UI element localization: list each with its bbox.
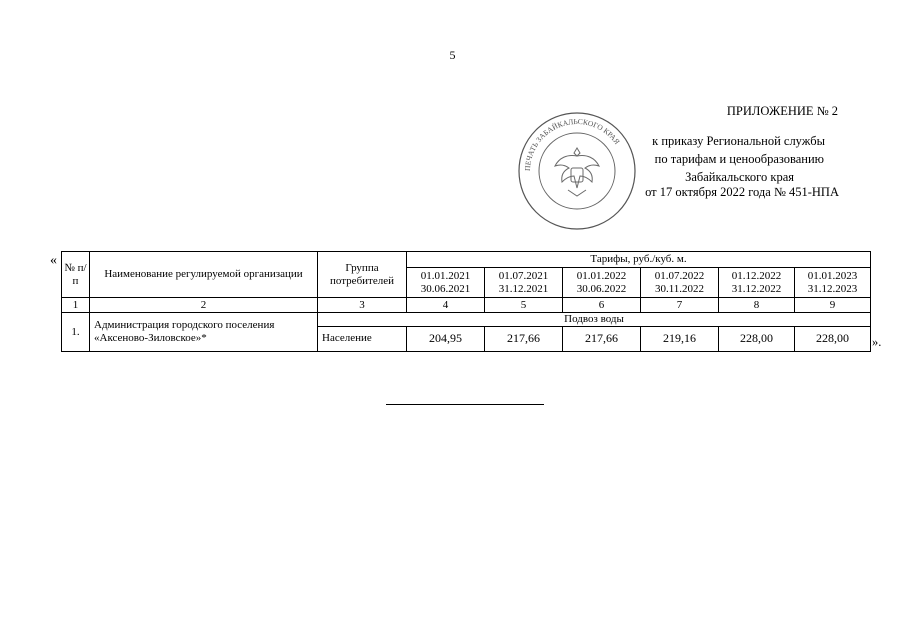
period-from: 01.07.2022 xyxy=(654,270,705,282)
column-index: 9 xyxy=(795,298,871,313)
consumer-group: Население xyxy=(318,326,407,351)
tariff-value: 204,95 xyxy=(407,326,485,351)
stamp-text: ПЕЧАТЬ ЗАБАЙКАЛЬСКОГО КРАЯ xyxy=(522,116,622,172)
tariff-value: 217,66 xyxy=(563,326,641,351)
appendix-line: к приказу Региональной службы xyxy=(652,134,825,148)
period-from: 01.01.2022 xyxy=(576,270,627,282)
tariff-value: 228,00 xyxy=(795,326,871,351)
period-to: 31.12.2021 xyxy=(498,282,549,295)
column-index: 4 xyxy=(407,298,485,313)
period-to: 31.12.2022 xyxy=(731,282,782,295)
column-index: 7 xyxy=(641,298,719,313)
column-index: 2 xyxy=(90,298,318,313)
header-organization: Наименование регулируемой организации xyxy=(90,252,318,298)
period-header xyxy=(795,268,871,298)
service-name: Подвоз воды xyxy=(318,313,871,327)
column-index: 6 xyxy=(563,298,641,313)
period-to: 30.11.2022 xyxy=(654,282,705,295)
period-from: 01.01.2021 xyxy=(420,270,471,282)
period-from: 01.01.2023 xyxy=(807,270,858,282)
tariff-table xyxy=(61,251,871,352)
column-index: 8 xyxy=(719,298,795,313)
period-header xyxy=(563,268,641,298)
period-header xyxy=(641,268,719,298)
period-header xyxy=(407,268,485,298)
period-from: 01.07.2021 xyxy=(498,270,549,282)
tariff-value: 217,66 xyxy=(485,326,563,351)
separator-line xyxy=(386,404,544,405)
header-number: № п/п xyxy=(62,252,90,298)
column-index: 5 xyxy=(485,298,563,313)
row-number: 1. xyxy=(62,313,90,352)
period-to: 30.06.2022 xyxy=(576,282,627,295)
column-index: 3 xyxy=(318,298,407,313)
period-header xyxy=(719,268,795,298)
tariff-value: 219,16 xyxy=(641,326,719,351)
header-tariffs: Тарифы, руб./куб. м. xyxy=(407,252,871,268)
tariff-value: 228,00 xyxy=(719,326,795,351)
header-consumer-group: Группа потребителей xyxy=(318,252,407,298)
organization-name: Администрация городского поселения «Аксеново-Зиловское»* xyxy=(90,313,318,352)
period-to: 31.12.2023 xyxy=(807,282,858,295)
page-number: 5 xyxy=(449,48,456,62)
appendix-line: от 17 октября 2022 года № 451-НПА xyxy=(645,185,839,199)
appendix-line: по тарифам и ценообразованию xyxy=(654,152,824,166)
closing-quote: ». xyxy=(872,335,882,349)
column-index: 1 xyxy=(62,298,90,313)
period-to: 30.06.2021 xyxy=(420,282,471,295)
opening-quote: « xyxy=(50,253,57,268)
period-header xyxy=(485,268,563,298)
coat-of-arms-icon xyxy=(555,148,599,196)
period-from: 01.12.2022 xyxy=(731,270,782,282)
official-stamp-seal xyxy=(516,110,638,232)
appendix-line: Забайкальского края xyxy=(685,170,794,184)
appendix-title: ПРИЛОЖЕНИЕ № 2 xyxy=(726,104,838,118)
svg-text:ПЕЧАТЬ ЗАБАЙКАЛЬСКОГО КРАЯ xyxy=(523,117,622,171)
